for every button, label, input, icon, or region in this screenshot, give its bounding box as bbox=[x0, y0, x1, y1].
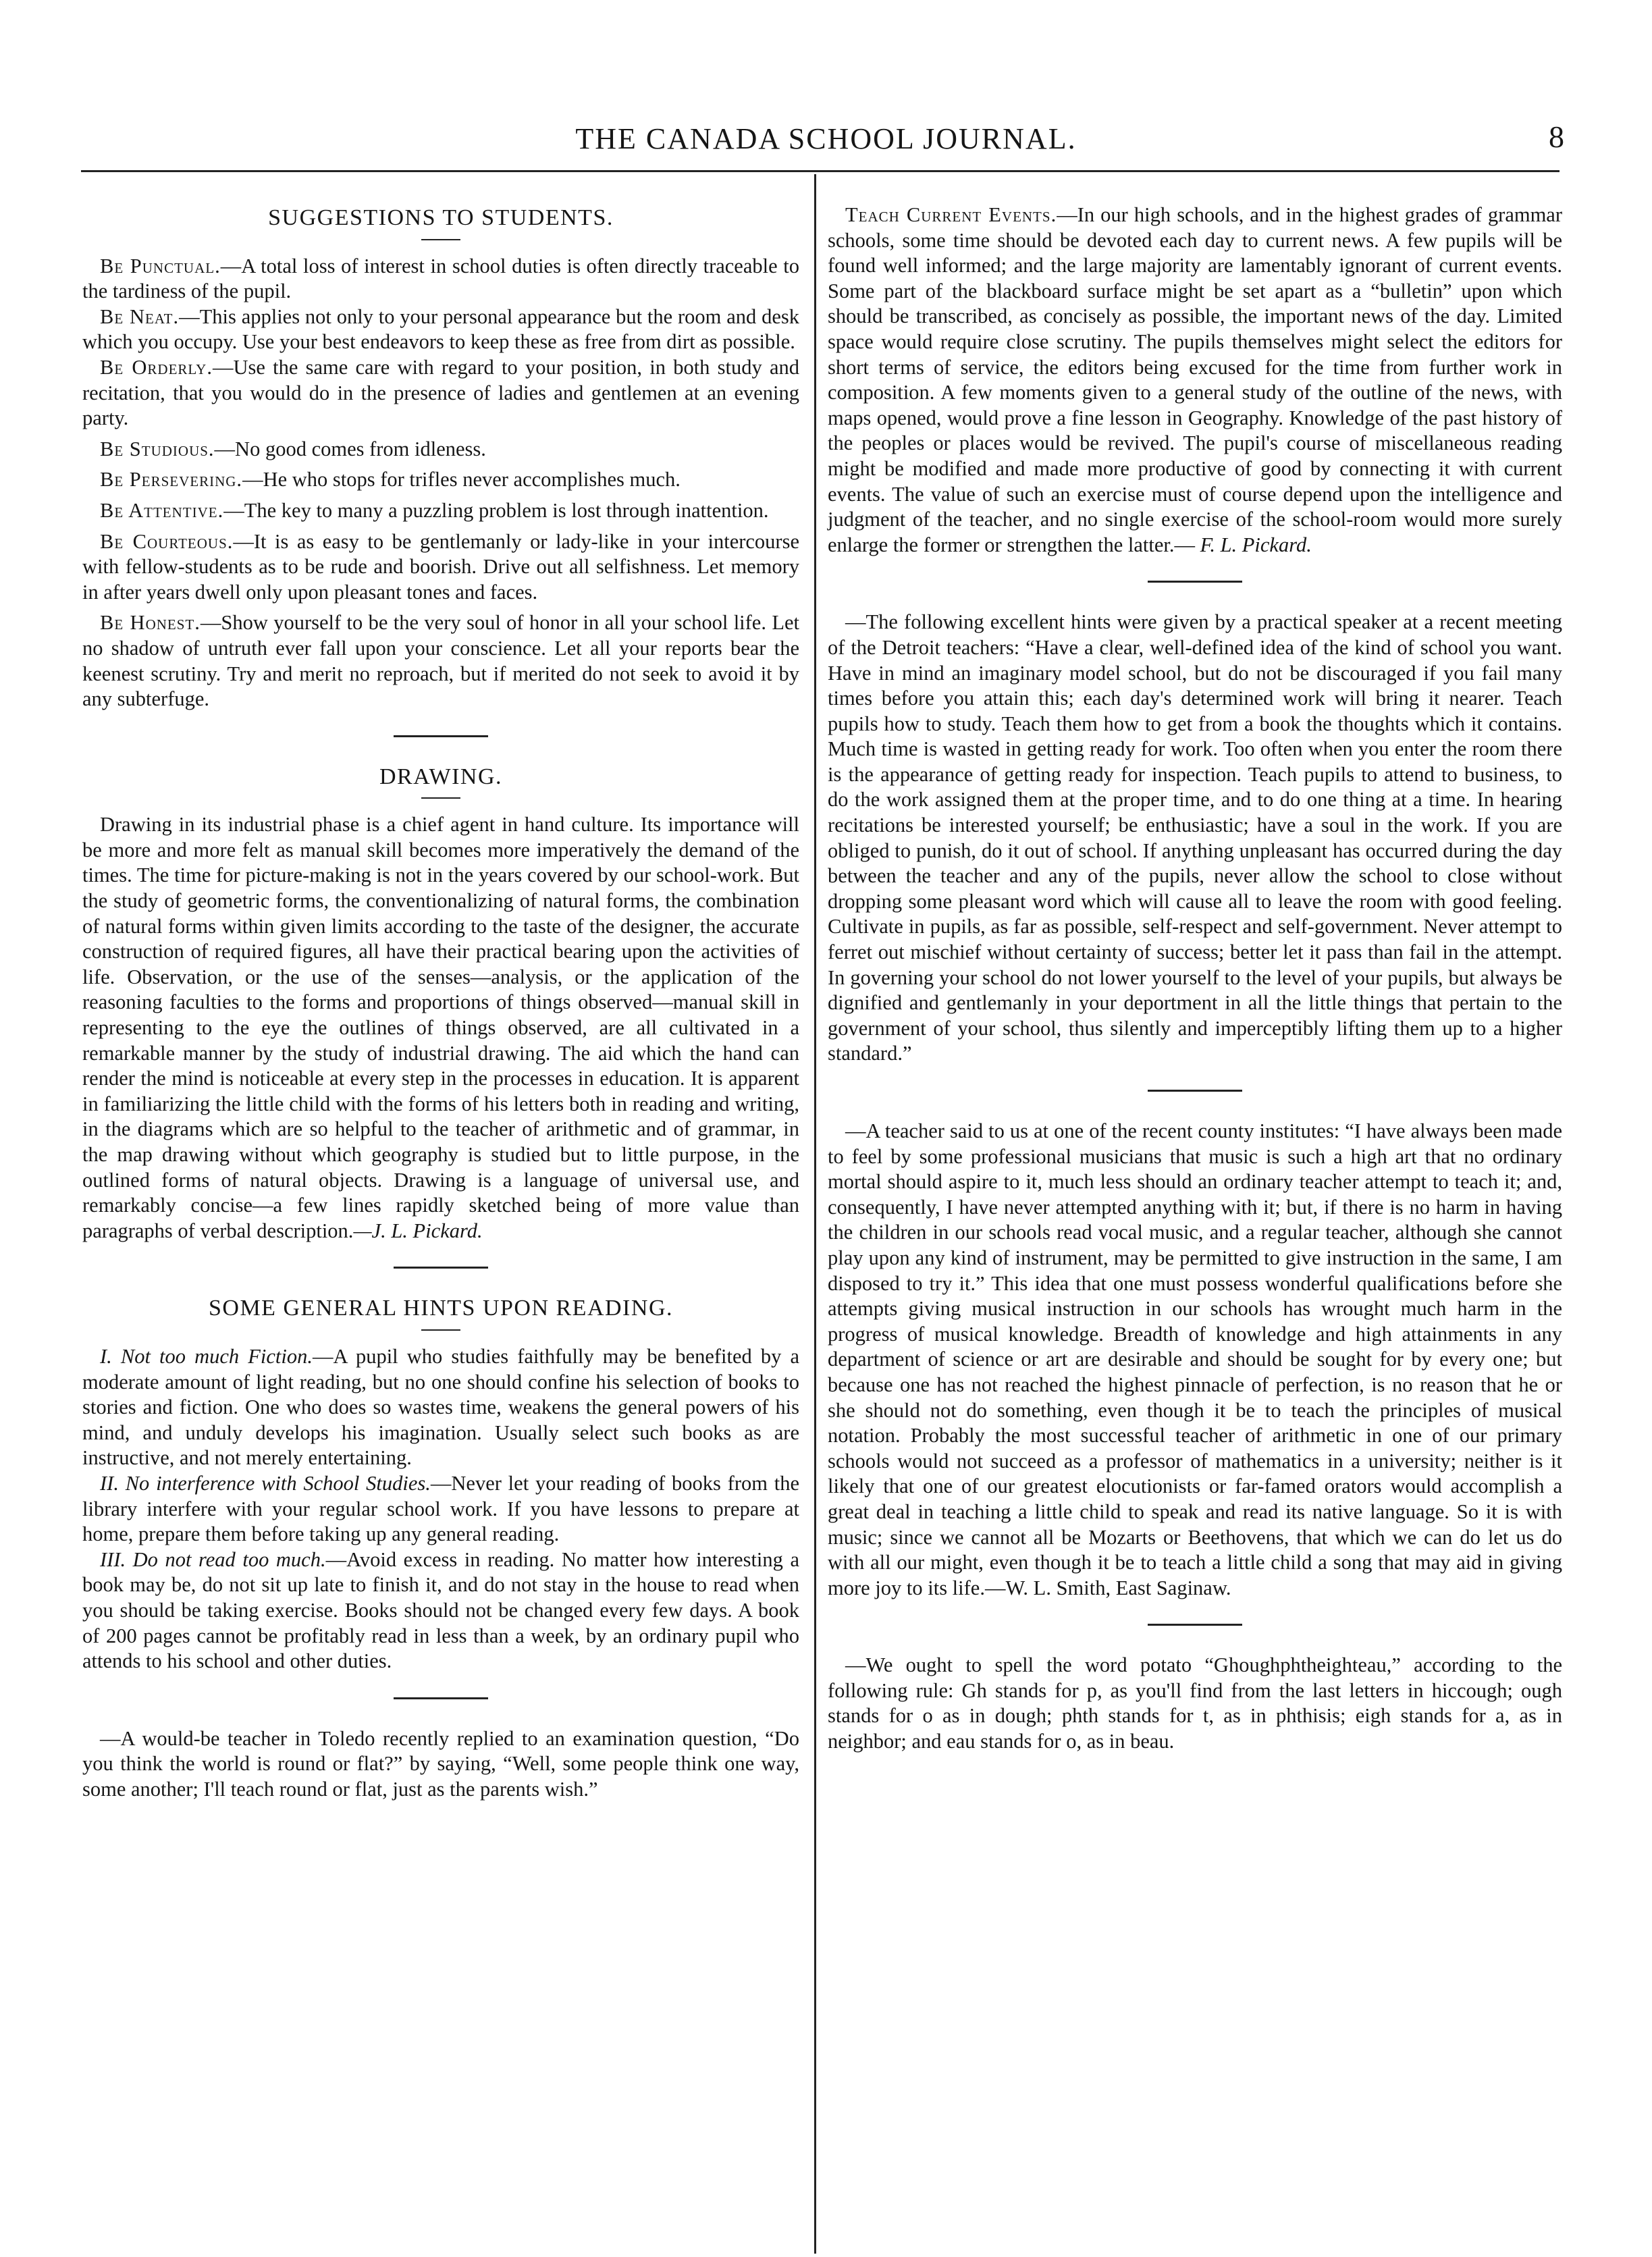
section-divider bbox=[394, 1697, 488, 1699]
journal-title: THE CANADA SCHOOL JOURNAL. bbox=[575, 122, 1077, 155]
reading-hint-3: III. Do not read too much.—Avoid excess in reading. No matter how interesting a book may be, do not sit up late to finish it, and do not stay in the house to read when you should be taking exercise. Books should not be changed every few days. A book of 200 pages cannot be profitably read in less than a week, by an ordinary pupil who attends to his school and other duties. bbox=[82, 1547, 799, 1673]
section-toledo bbox=[82, 1726, 799, 1803]
section-suggestions bbox=[82, 205, 799, 712]
detroit-paragraph: —The following excellent hints were given by a practical speaker at a recent meeting of the Detroit teachers: “Have a clear, well-defined idea of the kind of school you want. Have in mind an imaginary model school, but do not be discouraged if you fail many times before you attain this; each day's determined work will bring it nearer. Teach pupils how to study. Teach them how to get from a book the thoughts which it contains. Much time is wasted in getting ready for work. Too often when you enter the room there is the appearance of getting ready for inspection. Teach pupils to attend to business, to do the work assigned them at the proper time, and to do one thing at a time. In hearing recitations be interested yourself; be enthusiastic; have a soul in the work. If you are obliged to punish, do it out of school. If anything unpleasant has occurred during the day between the teacher and any of the pupils, never allow the school to close without dropping some pleasant word which will cause all to leave the room with good feeling. Cultivate in pupils, as far as possible, self-respect and self-government. Never attempt to ferret out mischief without certainty of success; better let it pass than fail in the attempt. In governing your school do not lower yourself to the level of your pupils, but always be dignified and gentlemanly in your deportment in all the little things that pertain to the government of your school, thus silently and imperceptibly lifting them up to a higher standard.” bbox=[828, 610, 1562, 1065]
suggestion-neat: Be Neat.—This applies not only to your personal appearance but the room and desk which you occupy. Use your best endeavors to keep these as free from dirt as possible. bbox=[82, 304, 799, 354]
suggestion-studious: Be Studious.—No good comes from idleness. bbox=[100, 437, 486, 460]
heading-drawing: DRAWING. bbox=[379, 764, 503, 789]
page-header bbox=[0, 101, 1652, 169]
heading-reading: SOME GENERAL HINTS UPON READING. bbox=[208, 1296, 673, 1321]
right-column bbox=[828, 203, 1562, 1755]
section-reading bbox=[82, 1296, 799, 1674]
section-divider bbox=[394, 735, 488, 737]
heading-suggestions: SUGGESTIONS TO STUDENTS. bbox=[268, 205, 614, 230]
page-number: 8 bbox=[1549, 120, 1564, 154]
section-drawing bbox=[82, 764, 799, 1244]
section-divider bbox=[1148, 1624, 1242, 1626]
potato-paragraph: —We ought to spell the word potato “Ghoughphtheighteau,” according to the following rule: Gh stands for p, as you'll find from the last letters in hiccough; ough stands for o as in dough; phth stands for t, as in phthisis; eigh stands for a, as in neighbor; and eau stands for o, as in beau. bbox=[828, 1653, 1562, 1753]
suggestion-honest: Be Honest.—Show yourself to be the very soul of honor in all your school life. Let no shadow of untruth ever fall upon your conscience. Let all your reports bear the keenest scrutiny. Try and merit no reproach, but if merited do not seek to avoid it by any subterfuge. bbox=[82, 611, 799, 711]
section-potato bbox=[828, 1653, 1562, 1754]
heading-rule bbox=[421, 1329, 460, 1331]
header-rule bbox=[81, 170, 1560, 172]
section-divider bbox=[1148, 581, 1242, 583]
section-divider bbox=[394, 1267, 488, 1269]
section-divider bbox=[1148, 1090, 1242, 1092]
reading-hint-2: II. No interference with School Studies.—Never let your reading of books from the library interfere with your regular school work. If you have lessons to prepare at home, prepare them before taking up any general reading. bbox=[82, 1471, 799, 1546]
current-events-paragraph: Teach Current Events.—In our high schools, and in the highest grades of grammar schools, some time should be devoted each day to current news. A few pupils will be found well informed; and the large majority are lamentably ignorant of current events. Some part of the blackboard surface might be set apart as a “bulletin” upon which should be transcribed, as concisely as possible, the important news of the day. Limited space would require close scrutiny. The pupils themselves might select the editors for short terms of service, the editors being excused for the time from further work in composition. A few moments given to a general study of the outline of the news, with maps opened, would prove a fine lesson in Geography. Knowledge of the past history of the peoples or places would be revived. The pupil's course of miscellaneous reading might be modified and made more productive of good by connecting it with current events. The value of such an exercise must of course depend upon the intelligence and judgment of the teacher, and no single exercise of the school-room would more surely enlarge the former or strengthen the latter.— F. L. Pickard. bbox=[828, 203, 1562, 556]
current-events-signature: F. L. Pickard. bbox=[1200, 533, 1312, 556]
suggestion-courteous: Be Courteous.—It is as easy to be gentlemanly or lady-like in your intercourse with fellow-students as to be rude and boorish. Drive out all selfishness. Let memory in after years dwell only upon pleasant tones and faces. bbox=[82, 529, 799, 604]
suggestion-punctual: Be Punctual.—A total loss of interest in school duties is often directly traceable to the tardiness of the pupil. bbox=[82, 254, 799, 303]
drawing-paragraph: Drawing in its industrial phase is a chief agent in hand culture. Its importance will be more and more felt as manual skill becomes more imperatively the demand of the times. The time for picture-making is not in the years covered by our school-work. But the study of geometric forms, the conventionalizing of natural forms, the combination of natural forms within given limits according to the taste of the designer, the accurate construction of required figures, all have their practical bearing upon the activities of life. Observation, or the use of the senses—analysis, or the application of the reasoning faculties to the forms and proportions of things observed—manual skill in representing to the eye the outlines of things observed, are all cultivated in a remarkable manner by the study of industrial drawing. The aid which the hand can render the mind is noticeable at every step in the processes in education. It is apparent in familiarizing the little child with the forms of his letters both in reading and writing, in the diagrams which are so helpful to the teacher of arithmetic and of grammar, in the map drawing without which geography is studied but to little purpose, in the outlined forms of natural objects. Drawing is a language of universal use, and remarkably concise—a few lines rapidly sketched being of more value than paragraphs of verbal description.—J. L. Pickard. bbox=[82, 813, 799, 1242]
music-paragraph: —A teacher said to us at one of the recent county institutes: “I have always been made to feel by some professional musicians that music is such a high art that no ordinary mortal should aspire to it, much less should an ordinary teacher attempt to teach it; and, consequently, I have never attempted anything with it; but, if there is no harm in having the children in our schools read vocal music, and a regular teacher, although she cannot play upon any kind of instrument, may be permitted to give instruction in the same, I am disposed to try it.” This idea that one must possess wonderful qualifications before she attempts giving musical instruction in our schools has wrought much harm in the progress of musical knowledge. Breadth of knowledge and high attainments in any department of science or art are desirable and should be sought for by every one; but because one has not reached the highest pinnacle of perfection, is no reason that he or she should not do something, even though it be to teach the principles of musical notation. Probably the most successful teacher of arithmetic in one of our primary schools would not succeed as a professor of mathematics in a university; neither is it likely that one of our greatest elocutionists or far-famed orators would accomplish a great deal in teaching a little child to speak and read its native language. So it is with music; since we cannot all be Mozarts or Beethovens, that which we can do let us do with all our might, even though it be to teach a little child a song that may aid in giving more joy to its life.—W. L. Smith, East Saginaw. bbox=[828, 1119, 1562, 1599]
suggestion-attentive: Be Attentive.—The key to many a puzzling problem is lost through inattention. bbox=[100, 498, 769, 522]
heading-rule bbox=[421, 797, 460, 799]
section-detroit bbox=[828, 610, 1562, 1067]
heading-rule bbox=[421, 239, 460, 240]
column-divider bbox=[814, 174, 816, 2254]
section-current-events bbox=[828, 203, 1562, 558]
left-column bbox=[82, 196, 799, 1802]
drawing-signature: —J. L. Pickard. bbox=[353, 1219, 483, 1242]
section-music bbox=[828, 1119, 1562, 1601]
suggestion-orderly: Be Orderly.—Use the same care with regard to your position, in both study and recitation, that you would do in the presence of ladies and gentlemen at an evening party. bbox=[82, 355, 799, 430]
reading-hint-1: I. Not too much Fiction.—A pupil who studies faithfully may be benefited by a moderate amount of light reading, but no one should confine his selection of books to stories and fiction. One who does so wastes time, weakens the general powers of his mind, and unduly develops his imagination. Usually select such books as are instructive, and not merely entertaining. bbox=[82, 1344, 799, 1470]
suggestion-persevering: Be Persevering.—He who stops for trifles never accomplishes much. bbox=[100, 468, 681, 492]
toledo-paragraph: —A would-be teacher in Toledo recently replied to an examination question, “Do you think the world is round or flat?” by saying, “Well, some people think one way, some another; I'll teach round or flat, just as the parents wish.” bbox=[82, 1726, 799, 1801]
